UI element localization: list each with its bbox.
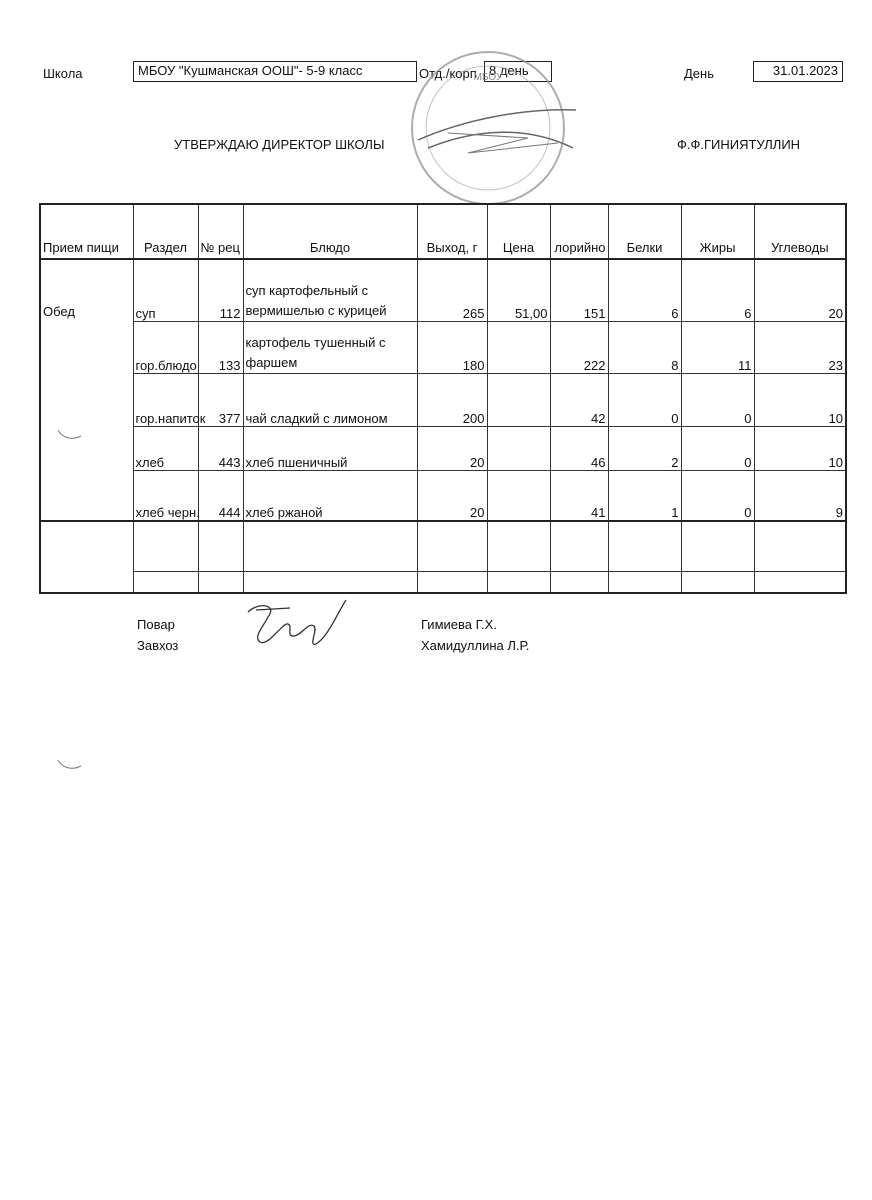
empty-cell <box>550 571 608 593</box>
dept-label: Отд./корп <box>419 66 477 81</box>
dept-value: 8 день <box>484 61 552 82</box>
table-row <box>40 259 846 322</box>
stamp-text: МБОУ <box>473 72 503 83</box>
dish-cell <box>243 259 417 322</box>
table-row <box>40 426 846 470</box>
price-cell <box>487 426 550 470</box>
empty-cell <box>550 521 608 572</box>
protein-cell: 0 <box>608 374 681 426</box>
fat-cell: 6 <box>681 259 754 322</box>
supply-label: Завхоз <box>137 638 179 653</box>
empty-cell <box>487 521 550 572</box>
carbs-cell: 20 <box>754 259 846 322</box>
signature-icon <box>238 592 358 662</box>
empty-cell <box>681 521 754 572</box>
table-row <box>40 374 846 426</box>
price-cell <box>487 374 550 426</box>
carbs-cell: 9 <box>754 470 846 521</box>
calories-cell: 46 <box>550 426 608 470</box>
empty-cell <box>754 571 846 593</box>
recipe-cell: 444 <box>198 470 243 521</box>
col-meal: Прием пищи <box>40 204 133 259</box>
dish-cell: хлеб ржаной <box>243 470 417 521</box>
col-recipe: № рец <box>198 204 243 259</box>
empty-cell <box>417 521 487 572</box>
price-cell <box>487 470 550 521</box>
day-label: День <box>684 66 714 81</box>
dish-line: картофель тушенный с <box>245 335 386 351</box>
col-price: Цена <box>487 204 550 259</box>
col-output: Выход, г <box>417 204 487 259</box>
recipe-cell: 133 <box>198 322 243 374</box>
scan-mark-icon <box>55 425 85 445</box>
director-name: Ф.Ф.ГИНИЯТУЛЛИН <box>677 137 801 152</box>
col-carbs: Углеводы <box>754 204 846 259</box>
scan-mark-icon <box>55 755 85 775</box>
menu-table <box>39 203 847 594</box>
table-row <box>40 322 846 374</box>
empty-cell <box>487 571 550 593</box>
price-cell <box>487 322 550 374</box>
empty-row <box>40 571 846 593</box>
col-dish: Блюдо <box>243 204 417 259</box>
calories-cell: 151 <box>550 259 608 322</box>
protein-cell: 6 <box>608 259 681 322</box>
carbs-cell: 10 <box>754 374 846 426</box>
dish-cell: хлеб пшеничный <box>243 426 417 470</box>
protein-cell: 1 <box>608 470 681 521</box>
fat-cell: 0 <box>681 374 754 426</box>
supply-name: Хамидуллина Л.Р. <box>421 638 530 653</box>
empty-cell <box>243 521 417 572</box>
empty-cell <box>40 521 133 593</box>
dish-cell: чай сладкий с лимоном <box>243 374 417 426</box>
fat-cell: 11 <box>681 322 754 374</box>
dish-cell <box>243 322 417 374</box>
col-protein: Белки <box>608 204 681 259</box>
school-stamp <box>408 48 568 208</box>
col-section: Раздел <box>133 204 198 259</box>
dish-line: вермишелью с курицей <box>245 303 387 319</box>
school-label: Школа <box>43 66 83 81</box>
section-cell: гор.блюдо <box>133 322 198 374</box>
recipe-cell: 112 <box>198 259 243 322</box>
table-row <box>40 470 846 521</box>
calories-cell: 41 <box>550 470 608 521</box>
empty-cell <box>133 571 198 593</box>
approval-text: УТВЕРЖДАЮ ДИРЕКТОР ШКОЛЫ <box>174 137 385 152</box>
cook-name: Гимиева Г.Х. <box>421 617 497 632</box>
empty-cell <box>198 571 243 593</box>
recipe-cell: 443 <box>198 426 243 470</box>
empty-cell <box>681 571 754 593</box>
section-cell: хлеб <box>133 426 198 470</box>
col-fat: Жиры <box>681 204 754 259</box>
dish-line: фаршем <box>245 355 298 371</box>
section-cell: хлеб черн. <box>133 470 198 521</box>
school-value: МБОУ "Кушманская ООШ"- 5-9 класс <box>133 61 417 82</box>
protein-cell: 2 <box>608 426 681 470</box>
calories-cell: 42 <box>550 374 608 426</box>
price-cell: 51,00 <box>487 259 550 322</box>
cook-label: Повар <box>137 617 175 632</box>
protein-cell: 8 <box>608 322 681 374</box>
empty-row <box>40 521 846 572</box>
empty-cell <box>608 571 681 593</box>
col-calories: лорийно <box>550 204 608 259</box>
section-cell: суп <box>133 259 198 322</box>
empty-cell <box>754 521 846 572</box>
output-cell: 180 <box>417 322 487 374</box>
fat-cell: 0 <box>681 426 754 470</box>
calories-cell: 222 <box>550 322 608 374</box>
output-cell: 265 <box>417 259 487 322</box>
output-cell: 200 <box>417 374 487 426</box>
table-header-row <box>40 204 846 259</box>
dish-line: суп картофельный с <box>245 283 369 299</box>
section-cell: гор.напиток <box>133 374 198 426</box>
carbs-cell: 23 <box>754 322 846 374</box>
empty-cell <box>608 521 681 572</box>
empty-cell <box>133 521 198 572</box>
meal-cell: Обед <box>40 259 133 521</box>
empty-cell <box>198 521 243 572</box>
empty-cell <box>417 571 487 593</box>
carbs-cell: 10 <box>754 426 846 470</box>
day-value: 31.01.2023 <box>753 61 843 82</box>
fat-cell: 0 <box>681 470 754 521</box>
recipe-cell: 377 <box>198 374 243 426</box>
output-cell: 20 <box>417 426 487 470</box>
output-cell: 20 <box>417 470 487 521</box>
empty-cell <box>243 571 417 593</box>
